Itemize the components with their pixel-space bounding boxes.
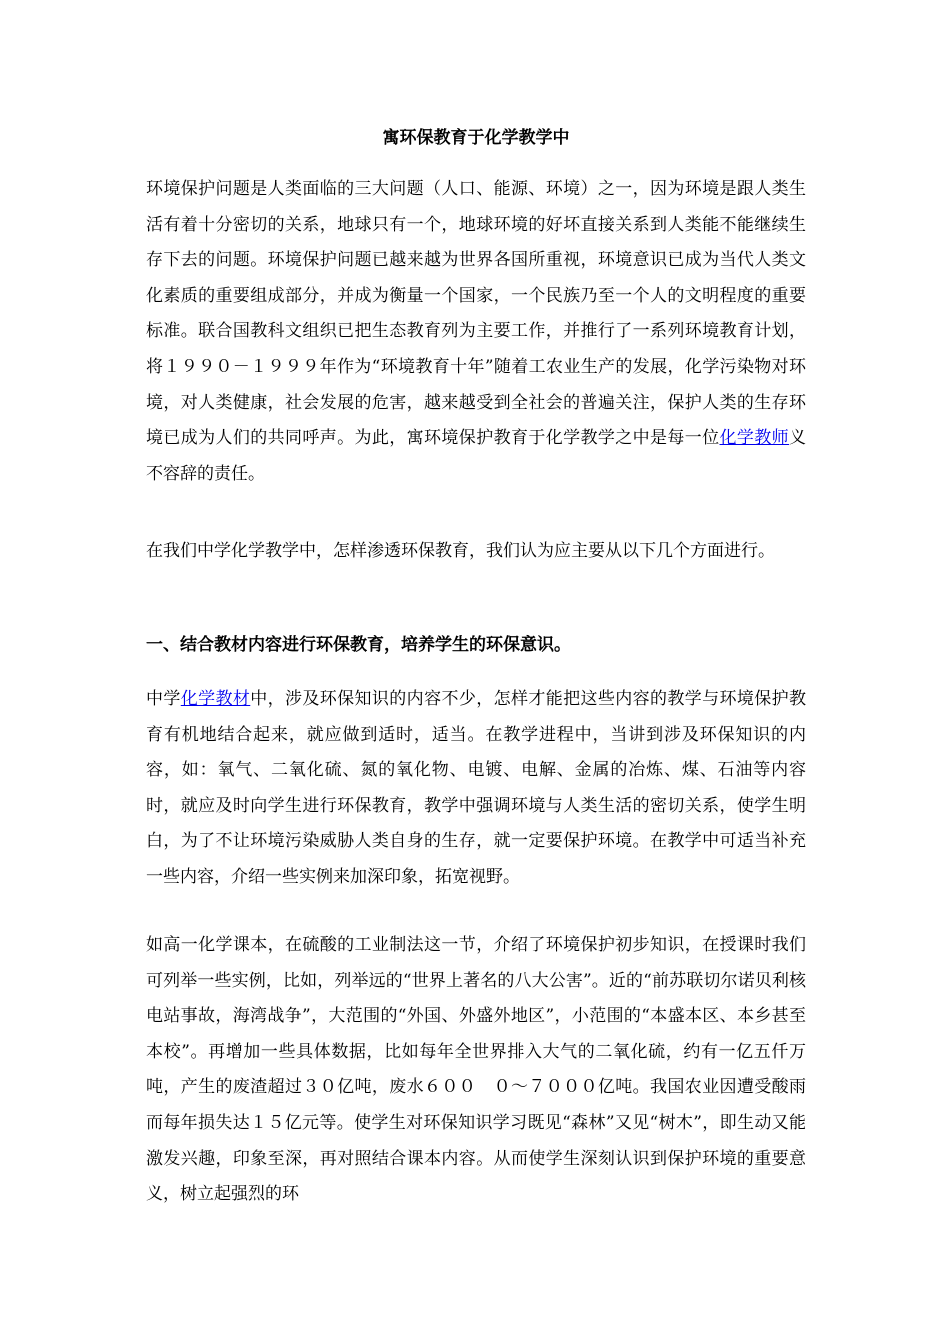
paragraph-intro-tail: 义不容辞的责任。 [146, 428, 807, 484]
paragraph-textbook [146, 682, 806, 896]
chemistry-teacher-link[interactable]: 化学教师 [719, 428, 790, 449]
paragraph-intro-text: 环境保护问题是人类面临的三大问题（人口、能源、环境）之一，因为环境是跟人类生活有着十分密切的关系，地球只有一个，地球环境的好坏直接关系到人类能不能继续生存下去的问题。环境保护问题已越来越为世界各国所重视，环境意识已成为当代人类文化素质的重要组成部分，并成为衡量一个国家，一个民族乃至一个人的文明程度的重要标准。联合国教科文组织已把生态教育列为主要工作，并推行了一系列环境教育计划，将１９９０－１９９９年作为“环境教育十年”随着工农业生产的发展，化学污染物对环境，对人类健康，社会发展的危害，越来越受到全社会的普遍关注，保护人类的生存环境已成为人们的共同呼声。为此，寓环境保护教育于化学教学之中是每一位 [146, 179, 806, 449]
paragraph-textbook-text: 中，涉及环保知识的内容不少，怎样才能把这些内容的教学与环境保护教育有机地结合起来，就应做到适时，适当。在教学进程中，当讲到涉及环保知识的内容，如：氧气、二氧化硫、氮的氧化物、电镀、电解、金属的冶炼、煤、石油等内容时，就应及时向学生进行环保教育，教学中强调环境与人类生活的密切关系，使学生明白，为了不让环境污染威胁人类自身的生存，就一定要保护环境。在教学中可适当补充一些内容，介绍一些实例来加深印象，拓宽视野。 [146, 689, 807, 887]
paragraph-example: 如高一化学课本，在硫酸的工业制法这一节，介绍了环境保护初步知识，在授课时我们可列举一些实例，比如，列举远的“世界上著名的八大公害”。近的“前苏联切尔诺贝利核电站事故，海湾战争”，大范围的“外国、外盛外地区”，小范围的“本盛本区、本乡甚至本校”。再增加一些具体数据，比如每年全世界排入大气的二氧化硫，约有一亿五仟万吨，产生的废渣超过３０亿吨，废水６００ ０～７０００亿吨。我国农业因遭受酸雨而每年损失达１５亿元等。使学生对环保知识学习既见“森林”又见“树木”，即生动又能激发兴趣，印象至深，再对照结合课本内容。从而使学生深刻认识到保护环境的重要意义，树立起强烈的环 [146, 935, 806, 1205]
paragraph-methods: 在我们中学化学教学中，怎样渗透环保教育，我们认为应主要从以下几个方面进行。 [146, 541, 775, 561]
chemistry-textbook-link[interactable]: 化学教材 [180, 689, 251, 709]
paragraph-intro [146, 172, 806, 492]
document-title: 寓环保教育于化学教学中 [382, 128, 570, 148]
section-heading-1: 一、结合教材内容进行环保教育，培养学生的环保意识。 [146, 635, 571, 655]
paragraph-textbook-head: 中学 [146, 689, 181, 709]
